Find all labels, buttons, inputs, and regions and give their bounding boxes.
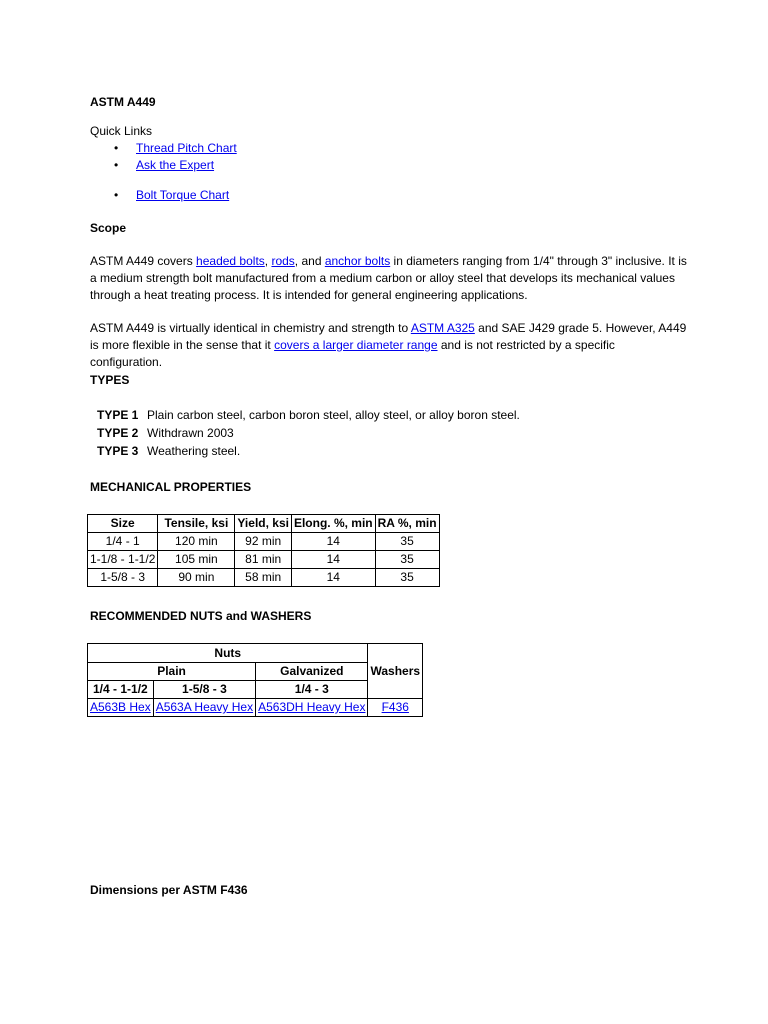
page-title: ASTM A449	[90, 95, 156, 109]
table-cell: 1/4 - 1	[88, 533, 158, 551]
quick-links-list	[92, 140, 237, 204]
text: , and	[294, 254, 325, 268]
table-cell: 120 min	[158, 533, 235, 551]
column-header: Size	[88, 515, 158, 533]
text: in diameters ranging from 1/4" through 3" inclusive. It is a medium strength bolt manufactured from a medium carbon or alloy steel that develops its mechanical values through a heat treating process. It is intended for general engineering applications.	[90, 254, 687, 302]
table-header-row	[88, 515, 440, 533]
type-label: TYPE 1	[97, 408, 139, 422]
link-a563a-heavy-hex[interactable]: A563A Heavy Hex	[155, 700, 254, 714]
column-header: Tensile, ksi	[158, 515, 235, 533]
type-description: Plain carbon steel, carbon boron steel, alloy steel, or alloy boron steel.	[147, 408, 520, 422]
scope-heading: Scope	[90, 221, 127, 235]
table-row	[88, 551, 440, 569]
text: ,	[264, 254, 272, 268]
table-cell: 35	[375, 533, 439, 551]
type-description: Weathering steel.	[147, 444, 241, 458]
link-ask-the-expert[interactable]: Ask the Expert	[136, 158, 215, 172]
text: ASTM A449 covers	[90, 254, 197, 268]
quick-links-label: Quick Links	[90, 124, 153, 138]
text: and is not restricted by a specific configuration.	[90, 338, 615, 369]
table-cell	[256, 699, 368, 717]
table-cell	[368, 699, 423, 717]
table-cell: 14	[291, 551, 375, 569]
table-cell: 92 min	[235, 533, 292, 551]
washers-header: Washers	[368, 644, 423, 699]
link-bolt-torque-chart[interactable]: Bolt Torque Chart	[136, 188, 230, 202]
list-item	[92, 140, 237, 157]
type-label: TYPE 2	[97, 426, 139, 440]
text: and SAE J429 grade 5. However, A449 is more flexible in the sense that it	[90, 321, 687, 352]
column-header: Yield, ksi	[235, 515, 292, 533]
size-header: 1/4 - 3	[256, 681, 368, 699]
type-row	[97, 407, 520, 425]
types-list	[97, 407, 520, 461]
table-cell: 14	[291, 569, 375, 587]
list-item	[92, 157, 237, 174]
scope-paragraph-2	[90, 320, 690, 371]
table-cell: 1-5/8 - 3	[88, 569, 158, 587]
size-header: 1/4 - 1-1/2	[88, 681, 154, 699]
table-cell	[88, 699, 154, 717]
link-a563dh-heavy-hex[interactable]: A563DH Heavy Hex	[258, 700, 366, 714]
plain-header: Plain	[88, 663, 256, 681]
type-description: Withdrawn 2003	[147, 426, 234, 440]
nuts-washers-heading: RECOMMENDED NUTS and WASHERS	[90, 609, 312, 623]
table-cell: 35	[375, 569, 439, 587]
scope-paragraph-1	[90, 253, 690, 304]
table-cell: 58 min	[235, 569, 292, 587]
mechanical-heading: MECHANICAL PROPERTIES	[90, 480, 252, 494]
table-cell: 35	[375, 551, 439, 569]
column-header: Elong. %, min	[291, 515, 375, 533]
list-item	[92, 187, 237, 204]
table-cell: 90 min	[158, 569, 235, 587]
table-row	[88, 569, 440, 587]
type-row	[97, 443, 520, 461]
dimensions-heading: Dimensions per ASTM F436	[90, 883, 248, 897]
table-row	[88, 699, 423, 717]
text: ASTM A449 is virtually identical in chemistry and strength to	[90, 321, 411, 335]
mechanical-properties-table	[87, 514, 440, 587]
link-larger-diameter-range[interactable]: covers a larger diameter range	[274, 338, 438, 352]
link-headed-bolts[interactable]: headed bolts	[196, 254, 265, 268]
nuts-header: Nuts	[88, 644, 368, 663]
link-thread-pitch-chart[interactable]: Thread Pitch Chart	[136, 141, 237, 155]
link-f436[interactable]: F436	[381, 700, 409, 714]
table-row	[88, 533, 440, 551]
link-a563b-hex[interactable]: A563B Hex	[90, 700, 151, 714]
table-cell	[153, 699, 255, 717]
nuts-washers-table	[87, 643, 423, 717]
link-anchor-bolts[interactable]: anchor bolts	[324, 254, 391, 268]
galvanized-header: Galvanized	[256, 663, 368, 681]
table-cell: 105 min	[158, 551, 235, 569]
table-cell: 14	[291, 533, 375, 551]
types-heading: TYPES	[90, 373, 130, 387]
link-astm-a325[interactable]: ASTM A325	[410, 321, 475, 335]
column-header: RA %, min	[375, 515, 439, 533]
table-cell: 81 min	[235, 551, 292, 569]
table-cell: 1-1/8 - 1-1/2	[88, 551, 158, 569]
link-rods[interactable]: rods	[271, 254, 295, 268]
table-row	[88, 644, 423, 663]
size-header: 1-5/8 - 3	[153, 681, 255, 699]
type-label: TYPE 3	[97, 444, 139, 458]
type-row	[97, 425, 520, 443]
